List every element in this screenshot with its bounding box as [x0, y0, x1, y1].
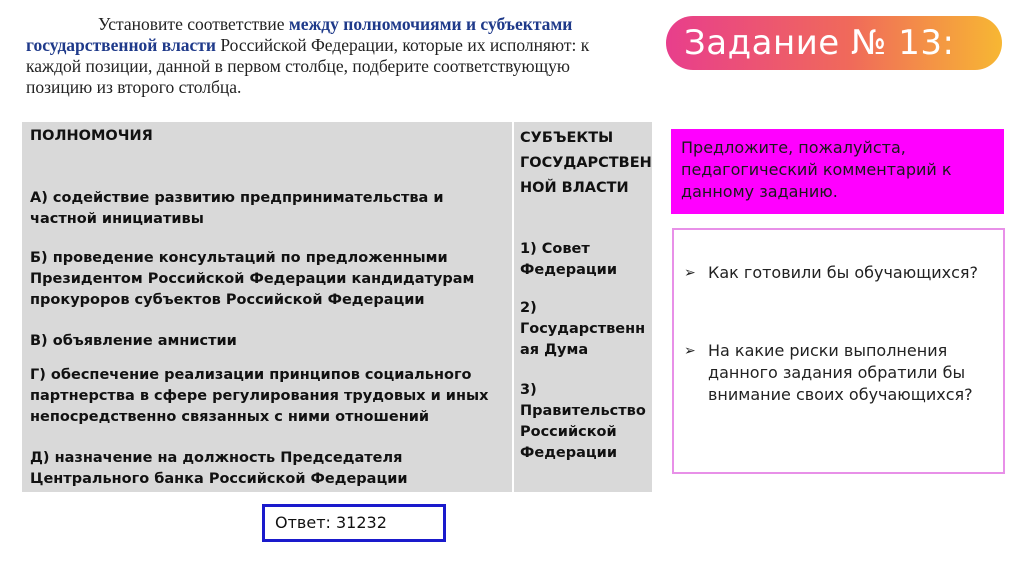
- question-item: [684, 262, 994, 284]
- instructions-part-2: Российской Федерации, которые их исполняют: к каждой позиции, данной в первом столбце, подберите соответствующую позицию из второго столбца.: [26, 35, 590, 97]
- task-instructions: [26, 14, 636, 98]
- instructions-part-1: Установите соответствие: [98, 14, 289, 34]
- arrow-bullet-icon: ➢: [684, 265, 696, 281]
- pedagogical-comment-prompt: [671, 129, 1004, 214]
- answer-box: Ответ: 31232: [262, 504, 446, 542]
- question-text-1: Как готовили бы обучающихся?: [708, 263, 979, 282]
- powers-column: [22, 122, 512, 492]
- prompt-text: Предложите, пожалуйста, педагогический комментарий к данному заданию.: [681, 138, 952, 201]
- instructions-highlight: между полномочиями и субъектами государственной власти: [26, 14, 573, 55]
- question-item: [684, 340, 994, 406]
- questions-box: [672, 228, 1005, 474]
- subjects-header: СУБЪЕКТЫ ГОСУДАРСТВЕН НОЙ ВЛАСТИ: [520, 130, 652, 196]
- subject-item-3: 3) Правительство Российской Федерации: [520, 382, 646, 461]
- power-item-a: А) содействие развитию предпринимательства и частной инициативы: [30, 190, 444, 227]
- subjects-column: [514, 122, 652, 492]
- task-number-badge: Задание № 13:: [666, 16, 1002, 70]
- question-text-2: На какие риски выполнения данного задания обратили бы внимание своих обучающихся?: [708, 341, 973, 404]
- matching-table: [22, 122, 652, 492]
- power-item-d: Д) назначение на должность Председателя Центрального банка Российской Федерации: [30, 450, 408, 487]
- subject-item-1: 1) Совет Федерации: [520, 241, 617, 278]
- power-item-v: В) объявление амнистии: [30, 333, 237, 349]
- power-item-g: Г) обеспечение реализации принципов социального партнерства в сфере регулирования трудовых и иных непосредственно связанных с ними отношений: [30, 367, 489, 425]
- powers-header: ПОЛНОМОЧИЯ: [30, 128, 153, 144]
- subject-item-2: 2) Государственн ая Дума: [520, 300, 646, 358]
- power-item-b: Б) проведение консультаций по предложенными Президентом Российской Федерации кандидатурам прокуроров субъектов Российской Федерации: [30, 250, 475, 308]
- arrow-bullet-icon: ➢: [684, 343, 696, 359]
